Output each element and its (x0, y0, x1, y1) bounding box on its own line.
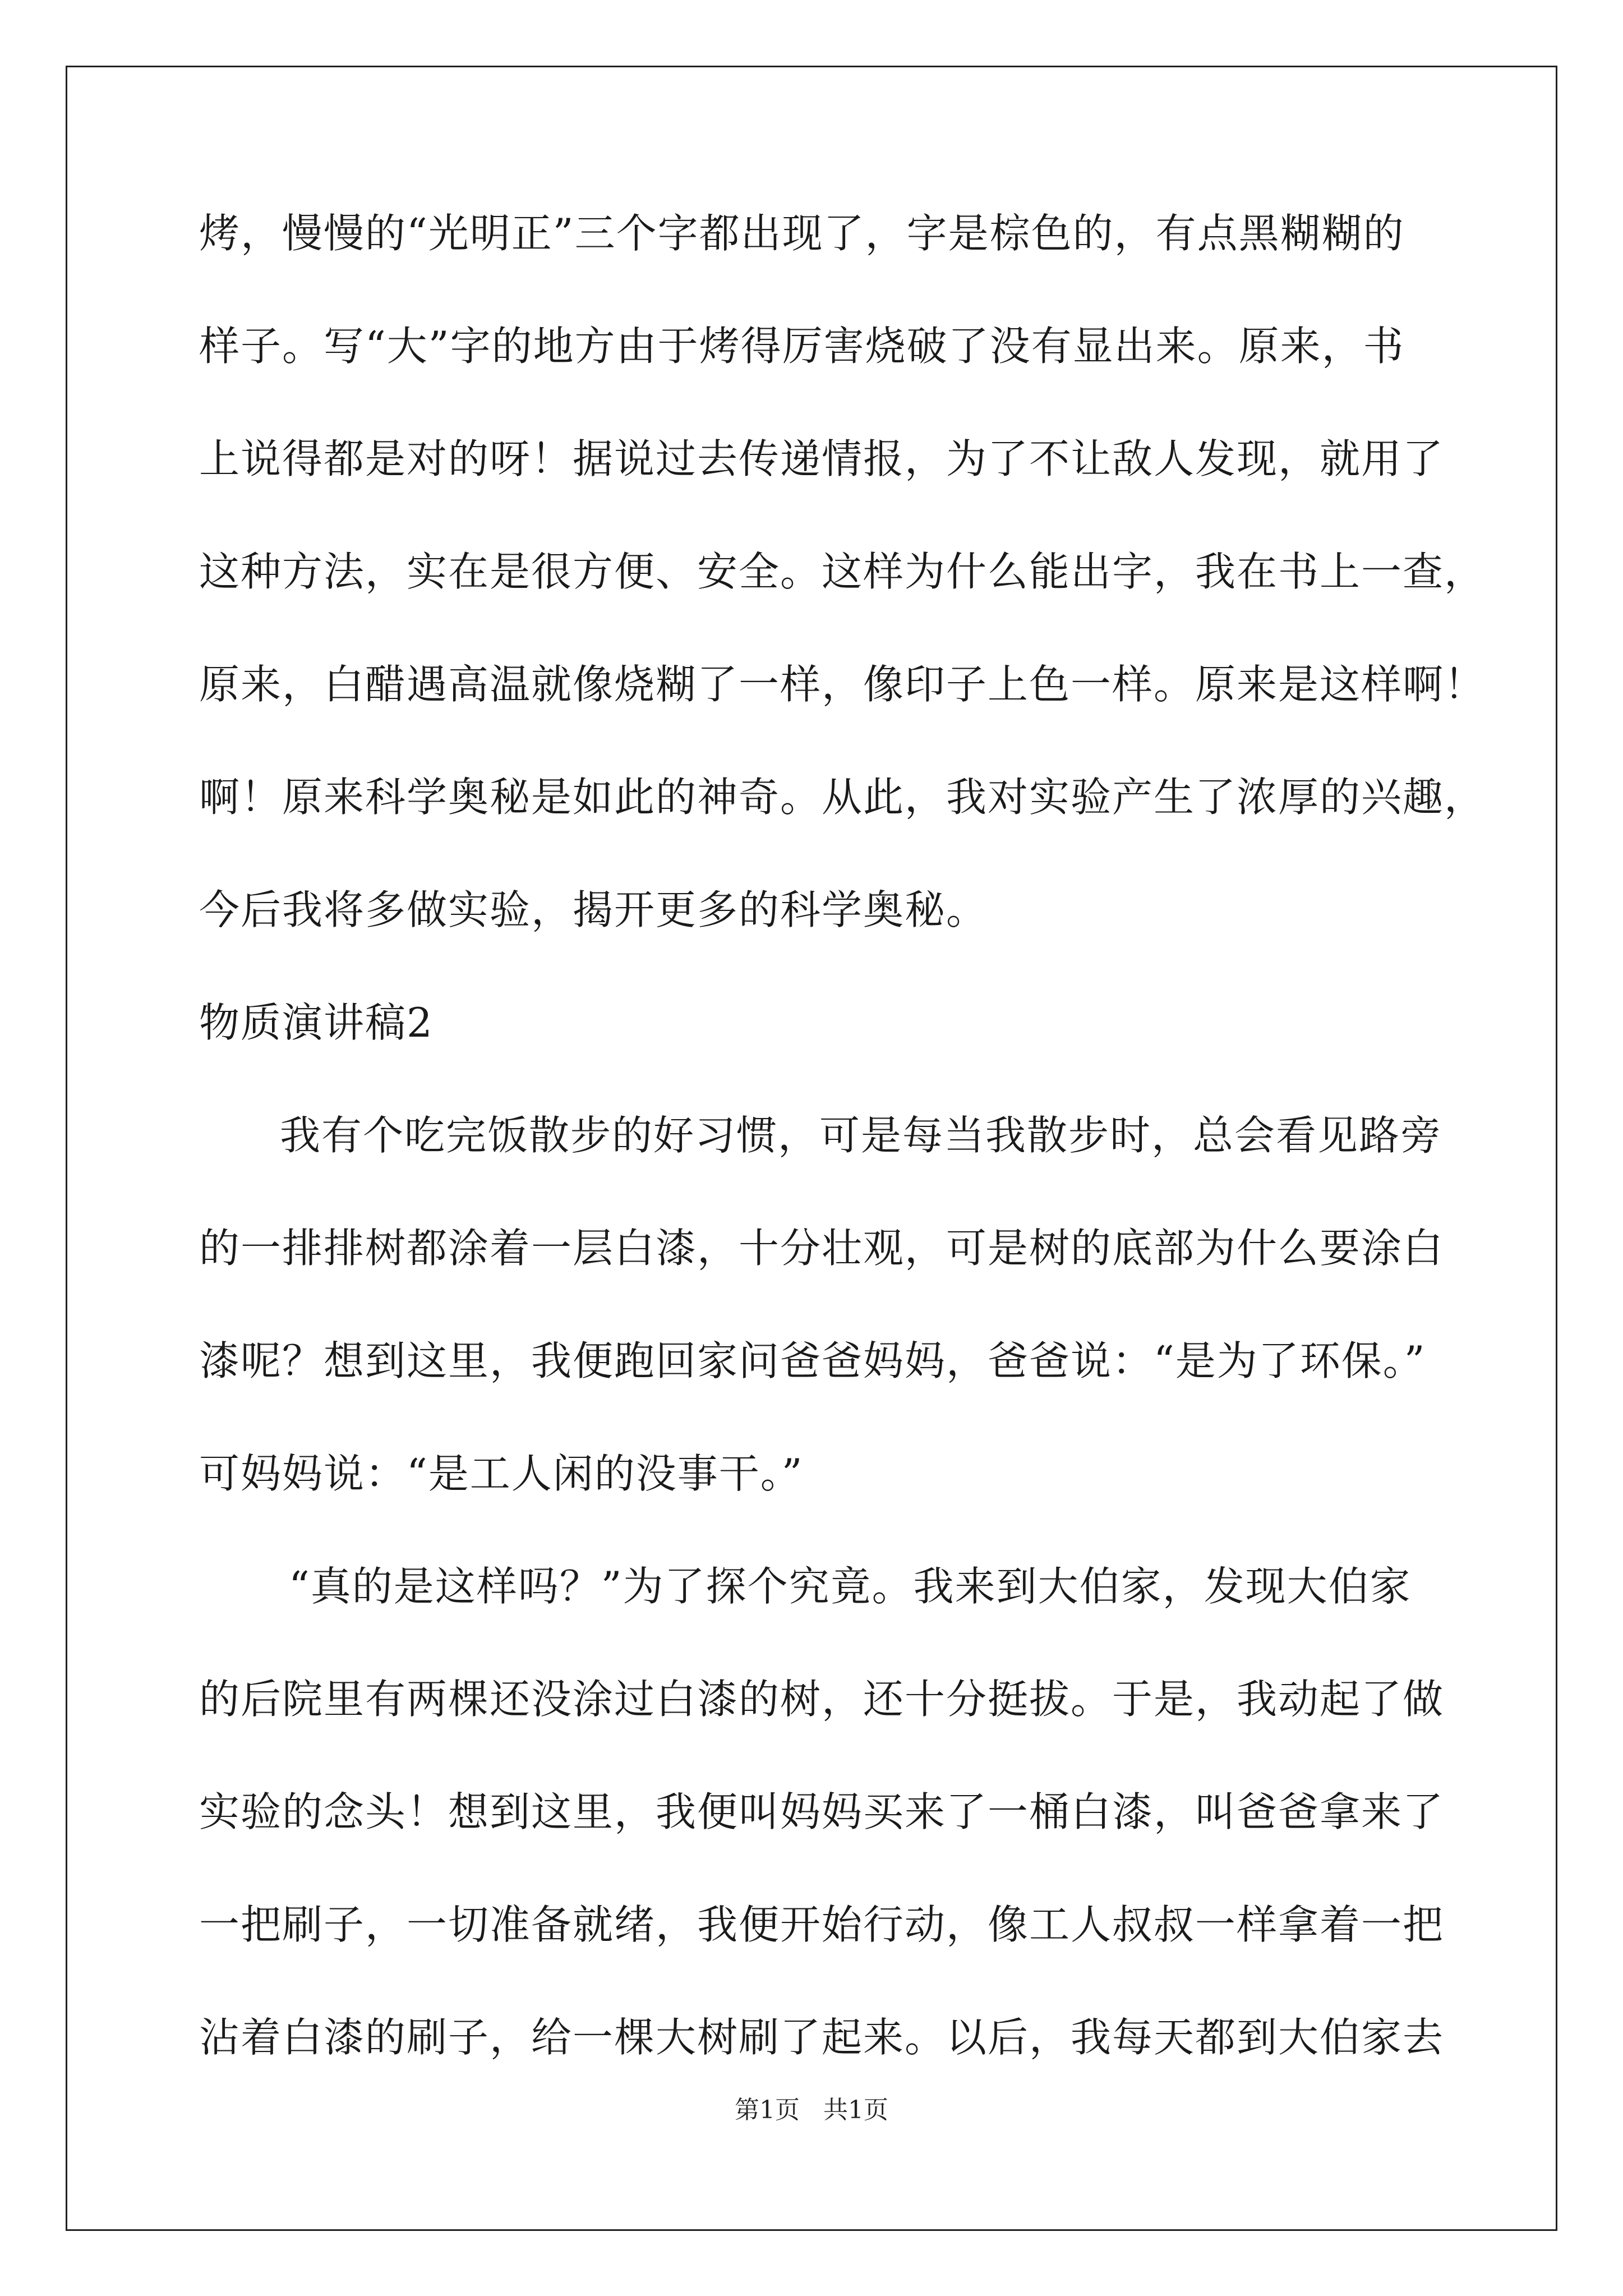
text-line: 我有个吃完饭散步的好习惯，可是每当我散步时，总会看见路旁 (280, 1112, 1442, 1159)
page-number: 第1页 (735, 2096, 800, 2124)
text-line: 上说得都是对的呀！据说过去传递情报，为了不让敌人发现，就用了 (199, 435, 1445, 482)
page-total: 共1页 (823, 2096, 888, 2124)
text-line: 样子。写“大”字的地方由于烤得厉害烧破了没有显出来。原来，书 (199, 323, 1405, 370)
text-line: 这种方法，实在是很方便、安全。这样为什么能出字，我在书上一查， (199, 548, 1486, 595)
text-line: 实验的念头！想到这里，我便叫妈妈买来了一桶白漆，叫爸爸拿来了 (199, 1788, 1445, 1835)
text-line: 可妈妈说：“是工人闲的没事干。” (199, 1450, 804, 1497)
text-line: 的后院里有两棵还没涂过白漆的树，还十分挺拔。于是，我动起了做 (199, 1676, 1445, 1723)
text-line: 原来，白醋遇高温就像烧糊了一样，像印子上色一样。原来是这样啊！ (199, 661, 1486, 708)
text-line: “真的是这样吗？”为了探个究竟。我来到大伯家，发现大伯家 (289, 1563, 1412, 1610)
text-line: 烤，慢慢的“光明正”三个字都出现了，字是棕色的，有点黑糊糊的 (199, 210, 1405, 257)
text-line: 的一排排树都涂着一层白漆，十分壮观，可是树的底部为什么要涂白 (199, 1225, 1445, 1272)
text-line: 啊！原来科学奥秘是如此的神奇。从此，我对实验产生了浓厚的兴趣， (199, 774, 1486, 821)
page-footer (0, 2098, 1623, 2123)
text-line: 沾着白漆的刷子，给一棵大树刷了起来。以后，我每天都到大伯家去 (199, 2014, 1445, 2061)
text-line: 今后我将多做实验，揭开更多的科学奥秘。 (199, 886, 988, 933)
document-body (199, 210, 1486, 2130)
text-line: 漆呢？想到这里，我便跑回家问爸爸妈妈，爸爸说：“是为了环保。” (199, 1337, 1426, 1384)
section-heading: 物质演讲稿2 (199, 999, 434, 1046)
text-line: 一把刷子，一切准备就绪，我便开始行动，像工人叔叔一样拿着一把 (199, 1901, 1445, 1948)
